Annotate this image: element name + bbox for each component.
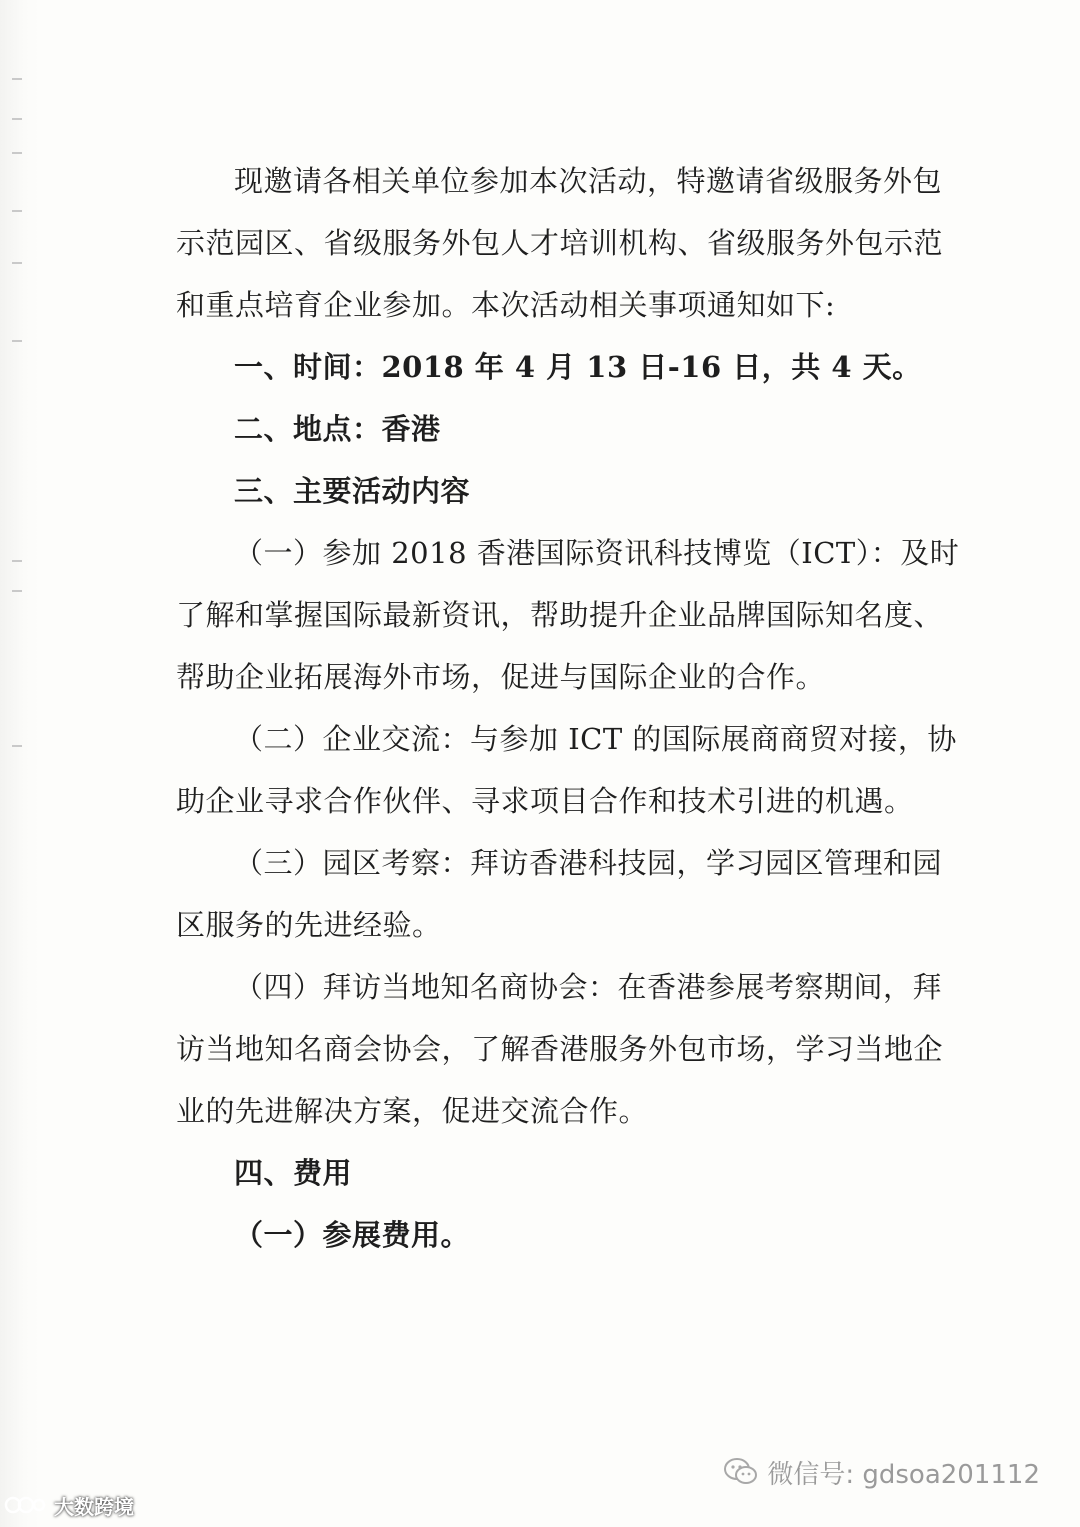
- subsection-heading-exhibition-fees: （一）参展费用。: [234, 1218, 471, 1252]
- paragraph-line: （一）参加 2018 香港国际资讯科技博览（ICT）：及时: [234, 536, 960, 570]
- wechat-watermark: [723, 1452, 1040, 1492]
- document-body: [176, 150, 960, 1266]
- scan-mark: [12, 590, 22, 592]
- paragraph-line: 助企业寻求合作伙伴、寻求项目合作和技术引进的机遇。: [176, 784, 914, 818]
- section-heading-time: 一、时间：2018 年 4 月 13 日-16 日，共 4 天。: [234, 350, 922, 384]
- brand-logo-icon: [4, 1493, 50, 1517]
- scan-mark: [12, 118, 22, 120]
- brand-text: 大数跨境: [54, 1494, 134, 1519]
- scan-mark: [12, 560, 22, 562]
- scan-mark: [12, 340, 22, 342]
- paragraph-line: 了解和掌握国际最新资讯，帮助提升企业品牌国际知名度、: [176, 598, 944, 632]
- wechat-icon: [723, 1457, 759, 1487]
- paragraph-line: 访当地知名商会协会，了解香港服务外包市场，学习当地企: [176, 1032, 944, 1066]
- scan-mark: [12, 78, 22, 80]
- section-heading-location: 二、地点：香港: [234, 412, 441, 446]
- paragraph-line: （三）园区考察：拜访香港科技园，学习园区管理和园: [234, 846, 943, 880]
- paragraph-line: （四）拜访当地知名商协会：在香港参展考察期间，拜: [234, 970, 943, 1004]
- scan-mark: [12, 745, 22, 747]
- scan-mark: [12, 152, 22, 154]
- scan-edge: [0, 0, 40, 1527]
- paragraph-line: 现邀请各相关单位参加本次活动，特邀请省级服务外包: [234, 164, 943, 198]
- paragraph-line: （二）企业交流：与参加 ICT 的国际展商商贸对接，协: [234, 722, 957, 756]
- paragraph-line: 区服务的先进经验。: [176, 908, 442, 942]
- brand-logo: [4, 1490, 134, 1520]
- scan-mark: [12, 262, 22, 264]
- paragraph-line: 和重点培育企业参加。本次活动相关事项通知如下:: [176, 288, 836, 322]
- section-heading-fees: 四、费用: [234, 1156, 353, 1190]
- section-heading-activities: 三、主要活动内容: [234, 474, 471, 508]
- paragraph-line: 帮助企业拓展海外市场，促进与国际企业的合作。: [176, 660, 826, 694]
- paragraph-line: 示范园区、省级服务外包人才培训机构、省级服务外包示范: [176, 226, 944, 260]
- scan-mark: [12, 210, 22, 212]
- paragraph-line: 业的先进解决方案，促进交流合作。: [176, 1094, 649, 1128]
- watermark-text: 微信号: gdsoa201112: [767, 1459, 1040, 1490]
